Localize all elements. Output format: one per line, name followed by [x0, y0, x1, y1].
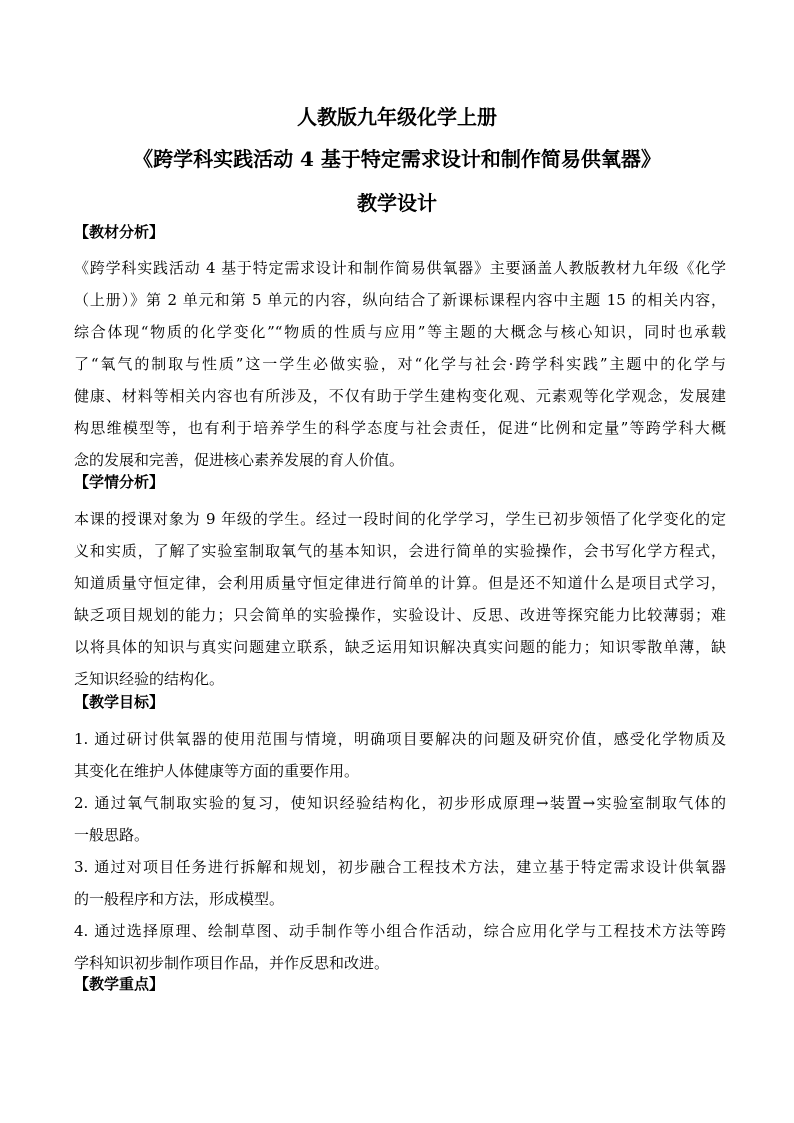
section-heading-students: 【学情分析】 — [74, 473, 165, 491]
section-heading-key-points: 【教学重点】 — [74, 975, 165, 993]
text-line: 1. 通过研讨供氧器的使用范围与情境，明确项目要解决的问题及研究价值，感受化学物质及 — [74, 730, 726, 748]
text-line: 《跨学科实践活动 4 基于特定需求设计和制作简易供氧器》主要涵盖人教版教材九年级《化学 — [74, 259, 726, 277]
text-line: 的一般程序和方法，形成模型。 — [74, 890, 285, 908]
text-line: 本课的授课对象为 9 年级的学生。经过一段时间的化学学习，学生已初步领悟了化学变化的定 — [74, 510, 726, 528]
text-line: 一般思路。 — [74, 826, 150, 844]
document-type-title: 教学设计 — [357, 191, 437, 215]
text-line: 学科知识初步制作项目作品，并作反思和改进。 — [74, 954, 390, 972]
text-line: 4. 通过选择原理、绘制草图、动手制作等小组合作活动，综合应用化学与工程技术方法等跨 — [74, 922, 726, 940]
text-line: 其变化在维护人体健康等方面的重要作用。 — [74, 762, 360, 780]
text-line: 2. 通过氧气制取实验的复习，使知识经验结构化，初步形成原理→装置→实验室制取气体的 — [74, 794, 726, 812]
section-body-textbook — [74, 252, 726, 476]
text-line: 知道质量守恒定律，会利用质量守恒定律进行简单的计算。但是还不知道什么是项目式学习， — [74, 574, 726, 592]
text-line: 3. 通过对项目任务进行拆解和规划，初步融合工程技术方法，建立基于特定需求设计供氧器 — [74, 858, 726, 876]
section-heading-textbook: 【教材分析】 — [74, 223, 165, 241]
document-title: 人教版九年级化学上册 — [297, 105, 497, 129]
text-line: 乏知识经验的结构化。 — [74, 670, 225, 688]
text-line: 念的发展和完善，促进核心素养发展的育人价值。 — [74, 451, 405, 469]
text-line: 缺乏项目规划的能力；只会简单的实验操作，实验设计、反思、改进等探究能力比较薄弱；难 — [74, 606, 726, 624]
section-heading-goals: 【教学目标】 — [74, 693, 165, 711]
text-line: 了“氧气的制取与性质”这一学生必做实验，对“化学与社会·跨学科实践”主题中的化学与 — [74, 355, 726, 373]
document-subtitle: 《跨学科实践活动 4 基于特定需求设计和制作简易供氧器》 — [133, 147, 661, 171]
text-line: （上册）》第 2 单元和第 5 单元的内容，纵向结合了新课标课程内容中主题 15 的相关内容， — [74, 291, 726, 309]
text-line: 构思维模型等，也有利于培养学生的科学态度与社会责任，促进“比例和定量”等跨学科大概 — [74, 419, 726, 437]
section-body-goals — [74, 723, 726, 979]
text-line: 健康、材料等相关内容也有所涉及，不仅有助于学生建构变化观、元素观等化学观念，发展建 — [74, 387, 726, 405]
text-line: 综合体现“物质的化学变化”“物质的性质与应用”等主题的大概念与核心知识，同时也承载 — [74, 323, 726, 341]
section-body-students — [74, 503, 726, 695]
text-line: 义和实质，了解了实验室制取氧气的基本知识，会进行简单的实验操作，会书写化学方程式， — [74, 542, 726, 560]
text-line: 以将具体的知识与真实问题建立联系，缺乏运用知识解决真实问题的能力；知识零散单薄，缺 — [74, 638, 726, 656]
